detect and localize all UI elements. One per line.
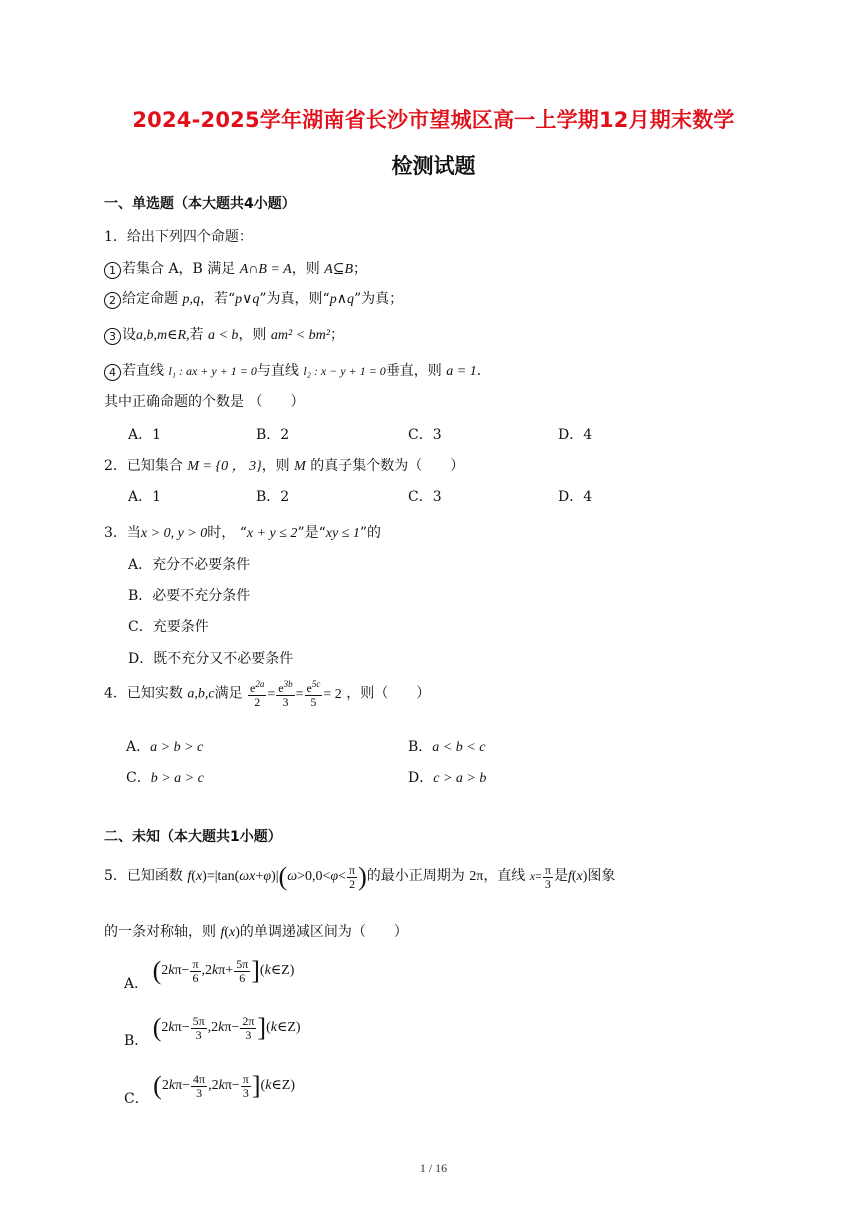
math: p∨q [235,292,260,307]
math: a,b,c [187,686,215,702]
text: ，直线 [483,868,526,885]
q4-stem [104,678,430,709]
text: 若 [189,327,204,343]
q3-option-d[interactable]: D．既不充分又不必要条件 [128,651,294,667]
circled-number: 3 [104,328,121,345]
q1-proposition-2 [104,288,403,309]
q3-stem [104,522,381,542]
text: 与直线 [256,363,299,379]
text: 设 [122,327,136,343]
q2-option-d[interactable]: D．4 [558,489,593,505]
text: ； [329,327,344,343]
option-label: B． [408,739,433,755]
text: 3．当 [104,525,141,541]
math: x > 0, y > 0 [140,526,208,541]
text: 垂直，则 [385,363,442,379]
q5-stem-line2 [104,921,408,941]
symmetry-axis: x= $\frac{\pi}{3}$ [529,862,551,891]
q5-option-a[interactable] [124,956,294,993]
q3-option-b[interactable]: B．必要不充分条件 [128,588,251,604]
q2-option-c[interactable]: C．3 [408,489,442,505]
math: xy ≤ 1 [325,526,360,541]
text: 时， [207,525,236,541]
page-subtitle: 检测试题 [391,154,476,178]
text: 5．已知函数 [104,868,183,885]
text: ，则 [238,327,267,343]
q4-option-c[interactable] [126,767,204,787]
text: ，则 [261,458,290,474]
circled-number: 1 [104,262,121,279]
math: A⊆B [324,262,354,277]
text: 的真子集个数为（ ） [310,458,465,474]
circled-number: 2 [104,292,121,309]
circled-number: 4 [104,364,121,381]
option-label: C． [126,770,151,786]
math: A∩B = A [239,262,292,277]
interval-b: (2kπ− $\frac{5\pi}{3}$ ,2kπ− $\frac{2\pi}{3}$ ](k∈Z) [152,1013,301,1042]
q1-option-a[interactable]: A．1 [128,427,162,443]
text: 给定命题 [122,291,178,307]
math: M = {0 ， 3} [187,459,262,474]
q5-option-b[interactable] [124,1013,301,1050]
math: a < b < c [432,740,486,755]
math: am² < bm² [270,328,330,343]
option-label: A． [124,976,149,993]
q1-stem: 1．给出下列四个命题： [104,229,253,245]
text: ”为真； [353,291,404,307]
text: ； [353,261,368,277]
text: 若集合 A，B 满足 [122,261,236,277]
text: 是 [553,868,568,885]
math: x + y ≤ 2 [246,526,298,541]
q1-proposition-3 [104,324,344,345]
math: c > a > b [433,771,487,786]
text: ”为真，则“ [259,291,330,307]
q3-option-a[interactable]: A．充分不必要条件 [128,557,251,573]
math: a > b > c [150,740,204,755]
text: ，则（ ） [346,685,431,702]
q1-option-c[interactable]: C．3 [408,427,442,443]
function-fx: f(x) [220,925,240,940]
interval-a: (2kπ− $\frac{\pi}{6}$ ,2kπ+ $\frac{5\pi}{6}$ ](k∈Z) [152,956,295,985]
section-heading-2: 二、未知（本大题共1小题） [104,829,282,845]
option-label: C． [124,1091,149,1108]
text: “ [239,525,247,541]
math: p,q [182,292,200,307]
q1-proposition-1 [104,258,367,279]
text: 满足 [214,685,243,702]
text: ，若“ [199,291,236,307]
text: 的一条对称轴，则 [104,924,216,940]
interval-c: (2kπ− $\frac{4\pi}{3}$ ,2kπ− $\frac{\pi}{3}$ ](k∈Z) [153,1071,295,1100]
text: 4．已知实数 [104,685,183,702]
text: ，则 [291,261,320,277]
q4-option-d[interactable] [408,767,486,787]
math: a = 1 [446,364,477,379]
q5-option-c[interactable] [124,1071,295,1108]
q2-stem [104,455,464,475]
option-label: B． [124,1033,149,1050]
q1-option-b[interactable]: B．2 [256,427,290,443]
q2-option-b[interactable]: B．2 [256,489,290,505]
option-label: D． [408,770,434,786]
function-definition: f(x)=|tan(ωx+φ)|(ω>0,0<φ< $\frac{\pi}{2}$ ) [187,862,367,891]
page-title: 2024-2025学年湖南省长沙市望城区高一上学期12月期末数学 [132,108,735,132]
q2-option-a[interactable]: A．1 [128,489,162,505]
math: a,b,m∈R, [136,328,190,343]
text: 图象 [587,868,616,885]
math: l₂ : x − y + 1 = 0 [303,364,386,378]
section-heading-1: 一、单选题（本大题共4小题） [104,196,296,212]
text: 的单调递减区间为（ ） [239,924,408,940]
math: l₁ : ax + y + 1 = 0 [168,364,257,378]
text: ”的 [359,525,382,541]
q1-question: 其中正确命题的个数是 （ ） [104,394,305,410]
q5-stem-line1 [104,862,615,892]
page-number: 1 / 16 [419,1161,448,1175]
option-label: A． [126,739,151,755]
q3-option-c[interactable]: C．充要条件 [128,619,209,635]
text: 的最小正周期为 [366,868,465,885]
math: p∧q [329,292,354,307]
q4-option-b[interactable] [408,736,485,756]
text: ”是“ [297,525,326,541]
math: 2π [469,869,484,885]
equation-exponential: $\frac{e^{2a}}{2}$ = $\frac{e^{3b}}{3}$ = $\frac{e^{5c}}{5}$ = 2 [250,679,342,709]
q1-proposition-4 [104,360,481,381]
text: 2．已知集合 [104,458,183,474]
text: . [476,363,482,379]
math: a < b [207,328,239,343]
math: b > a > c [150,771,204,786]
math: M [294,459,306,474]
q1-option-d[interactable]: D．4 [558,427,593,443]
q4-option-a[interactable] [126,736,203,756]
text: 若直线 [122,363,164,379]
function-fx: f(x) [567,869,588,885]
